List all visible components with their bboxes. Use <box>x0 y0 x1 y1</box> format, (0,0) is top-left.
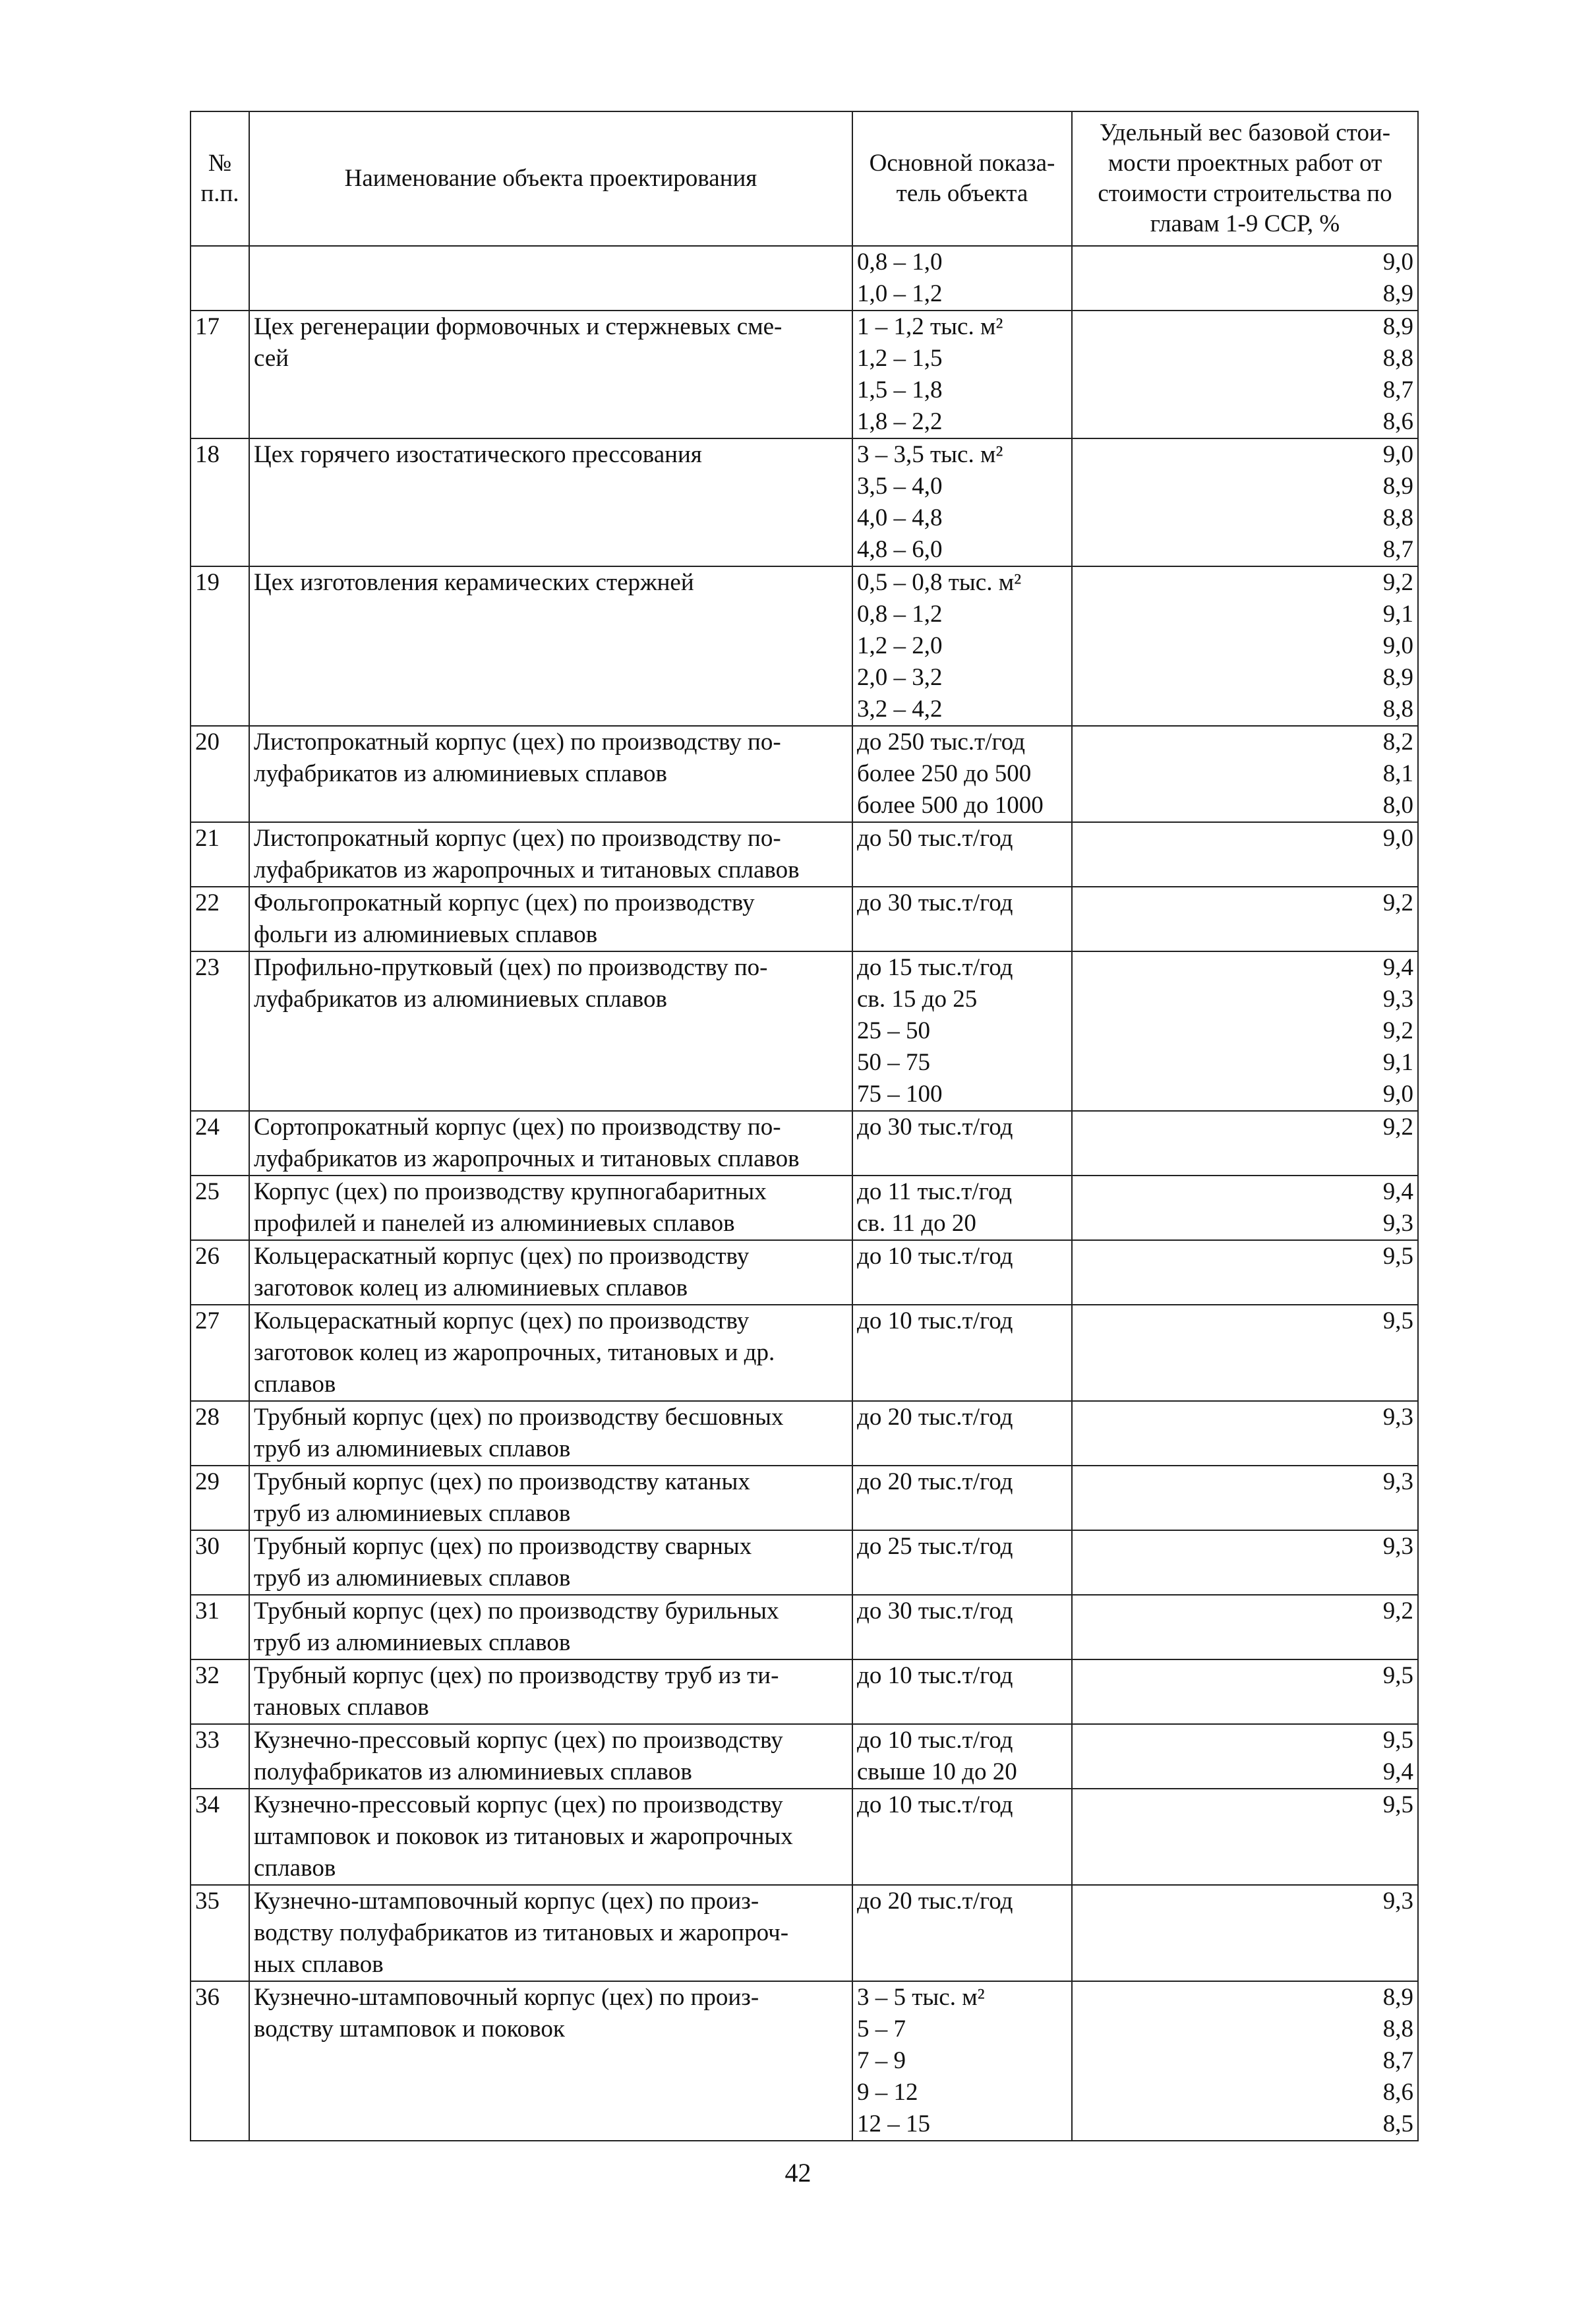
share-value: 9,1 <box>1382 1049 1413 1076</box>
table-row <box>191 1789 1418 1885</box>
indicator-range: до 10 тыс.т/год <box>857 1243 1013 1270</box>
indicator-range: 75 – 100 <box>857 1081 943 1108</box>
share-value: 8,9 <box>1382 1984 1413 2011</box>
row-object-name: Профильно-прутковый (цех) по производству по- луфабрикатов из алюминиевых сплавов <box>249 951 852 1111</box>
share-value: 9,2 <box>1382 889 1413 916</box>
row-indicator-cell <box>852 1240 1072 1305</box>
table-row <box>191 1981 1418 2141</box>
row-number: 25 <box>191 1176 249 1240</box>
row-share-cell <box>1072 1724 1418 1789</box>
row-indicator-cell <box>852 887 1072 951</box>
share-value: 8,7 <box>1382 2047 1413 2074</box>
share-value: 8,8 <box>1382 345 1413 372</box>
indicator-range: до 10 тыс.т/год <box>857 1307 1013 1334</box>
design-cost-table <box>190 111 1419 2141</box>
share-value: 8,9 <box>1382 664 1413 691</box>
share-value: 9,3 <box>1382 986 1413 1013</box>
row-indicator-cell <box>852 1659 1072 1724</box>
row-share-cell <box>1072 311 1418 438</box>
indicator-range: до 10 тыс.т/год <box>857 1662 1013 1689</box>
row-indicator-cell <box>852 1530 1072 1595</box>
row-number: 24 <box>191 1111 249 1176</box>
row-object-name: Кольцераскатный корпус (цех) по производству заготовок колец из алюминиевых сплавов <box>249 1240 852 1305</box>
table-row <box>191 1401 1418 1466</box>
header-number: № п.п. <box>191 111 249 246</box>
indicator-range: свыше 10 до 20 <box>857 1758 1017 1785</box>
row-indicator-cell <box>852 951 1072 1111</box>
row-indicator-cell <box>852 438 1072 566</box>
indicator-range: 1,2 – 1,5 <box>857 345 943 372</box>
row-share-cell <box>1072 951 1418 1111</box>
row-object-name: Кузнечно-прессовый корпус (цех) по производству штамповок и поковок из титановых и жаропрочных сплавов <box>249 1789 852 1885</box>
row-share-cell <box>1072 726 1418 822</box>
row-object-name: Трубный корпус (цех) по производству бесшовных труб из алюминиевых сплавов <box>249 1401 852 1466</box>
share-value: 9,3 <box>1382 1533 1413 1560</box>
table-row <box>191 246 1418 311</box>
indicator-range: до 20 тыс.т/год <box>857 1404 1013 1431</box>
share-value: 9,4 <box>1382 1758 1413 1785</box>
share-value: 8,9 <box>1382 313 1413 340</box>
row-indicator-cell <box>852 1724 1072 1789</box>
row-object-name: Корпус (цех) по производству крупногабаритных профилей и панелей из алюминиевых сплавов <box>249 1176 852 1240</box>
share-value: 9,3 <box>1382 1404 1413 1431</box>
table-row <box>191 1240 1418 1305</box>
share-value: 9,3 <box>1382 1888 1413 1915</box>
row-object-name: Листопрокатный корпус (цех) по производству по- луфабрикатов из алюминиевых сплавов <box>249 726 852 822</box>
header-cost-share: Удельный вес базовой стои- мости проектных работ от стоимости строительства по главам 1-9 ССР, % <box>1072 111 1418 246</box>
header-main-indicator: Основной показа- тель объекта <box>852 111 1072 246</box>
indicator-range: до 25 тыс.т/год <box>857 1533 1013 1560</box>
row-object-name: Кузнечно-штамповочный корпус (цех) по произ- водству штамповок и поковок <box>249 1981 852 2141</box>
row-indicator-cell <box>852 1466 1072 1530</box>
indicator-range: 1 – 1,2 тыс. м² <box>857 313 1003 340</box>
row-share-cell <box>1072 822 1418 887</box>
share-value: 8,8 <box>1382 504 1413 531</box>
share-value: 9,0 <box>1382 632 1413 659</box>
share-value: 9,1 <box>1382 601 1413 628</box>
row-share-cell <box>1072 1659 1418 1724</box>
table-header-row <box>191 111 1418 246</box>
row-number: 29 <box>191 1466 249 1530</box>
row-number: 19 <box>191 566 249 726</box>
row-number: 31 <box>191 1595 249 1659</box>
indicator-range: 5 – 7 <box>857 2015 906 2043</box>
table-row <box>191 566 1418 726</box>
indicator-range: св. 11 до 20 <box>857 1210 976 1237</box>
indicator-range: 4,0 – 4,8 <box>857 504 943 531</box>
row-object-name <box>249 246 852 311</box>
indicator-range: до 20 тыс.т/год <box>857 1468 1013 1495</box>
share-value: 8,8 <box>1382 2015 1413 2043</box>
share-value: 9,3 <box>1382 1210 1413 1237</box>
share-value: 9,4 <box>1382 954 1413 981</box>
row-number: 30 <box>191 1530 249 1595</box>
row-number: 33 <box>191 1724 249 1789</box>
table-row <box>191 1111 1418 1176</box>
indicator-range: 0,8 – 1,0 <box>857 249 943 276</box>
table-row <box>191 1176 1418 1240</box>
row-number: 20 <box>191 726 249 822</box>
row-object-name: Цех горячего изостатического прессования <box>249 438 852 566</box>
indicator-range: до 50 тыс.т/год <box>857 825 1013 852</box>
row-number: 34 <box>191 1789 249 1885</box>
table-row <box>191 951 1418 1111</box>
share-value: 8,1 <box>1382 760 1413 787</box>
row-share-cell <box>1072 1466 1418 1530</box>
row-share-cell <box>1072 1176 1418 1240</box>
row-indicator-cell <box>852 822 1072 887</box>
row-indicator-cell <box>852 1401 1072 1466</box>
indicator-range: 1,0 – 1,2 <box>857 280 943 307</box>
row-object-name: Трубный корпус (цех) по производству катаных труб из алюминиевых сплавов <box>249 1466 852 1530</box>
row-share-cell <box>1072 1885 1418 1981</box>
indicator-range: 1,2 – 2,0 <box>857 632 943 659</box>
share-value: 9,2 <box>1382 1114 1413 1141</box>
indicator-range: до 30 тыс.т/год <box>857 889 1013 916</box>
share-value: 8,9 <box>1382 280 1413 307</box>
indicator-range: св. 15 до 25 <box>857 986 978 1013</box>
row-number <box>191 246 249 311</box>
row-number: 23 <box>191 951 249 1111</box>
row-number: 27 <box>191 1305 249 1401</box>
table-row <box>191 311 1418 438</box>
row-indicator-cell <box>852 1305 1072 1401</box>
indicator-range: 0,5 – 0,8 тыс. м² <box>857 569 1022 596</box>
row-share-cell <box>1072 246 1418 311</box>
table-row <box>191 438 1418 566</box>
row-share-cell <box>1072 887 1418 951</box>
row-number: 21 <box>191 822 249 887</box>
row-indicator-cell <box>852 1885 1072 1981</box>
indicator-range: до 250 тыс.т/год <box>857 729 1025 756</box>
share-value: 8,6 <box>1382 2079 1413 2106</box>
indicator-range: более 500 до 1000 <box>857 792 1044 819</box>
indicator-range: 4,8 – 6,0 <box>857 536 943 563</box>
share-value: 9,0 <box>1382 1081 1413 1108</box>
row-number: 18 <box>191 438 249 566</box>
row-number: 26 <box>191 1240 249 1305</box>
row-share-cell <box>1072 1595 1418 1659</box>
row-object-name: Трубный корпус (цех) по производству сварных труб из алюминиевых сплавов <box>249 1530 852 1595</box>
indicator-range: до 30 тыс.т/год <box>857 1114 1013 1141</box>
share-value: 8,2 <box>1382 729 1413 756</box>
row-share-cell <box>1072 1240 1418 1305</box>
indicator-range: 7 – 9 <box>857 2047 906 2074</box>
table-row <box>191 1595 1418 1659</box>
row-share-cell <box>1072 1981 1418 2141</box>
table-row <box>191 1466 1418 1530</box>
row-share-cell <box>1072 1401 1418 1466</box>
share-value: 9,3 <box>1382 1468 1413 1495</box>
share-value: 9,2 <box>1382 1017 1413 1044</box>
row-indicator-cell <box>852 1111 1072 1176</box>
share-value: 8,7 <box>1382 376 1413 403</box>
row-number: 28 <box>191 1401 249 1466</box>
indicator-range: до 15 тыс.т/год <box>857 954 1013 981</box>
indicator-range: 1,8 – 2,2 <box>857 408 943 435</box>
row-object-name: Кузнечно-прессовый корпус (цех) по производству полуфабрикатов из алюминиевых сплавов <box>249 1724 852 1789</box>
share-value: 9,2 <box>1382 1597 1413 1625</box>
share-value: 9,5 <box>1382 1662 1413 1689</box>
indicator-range: 1,5 – 1,8 <box>857 376 943 403</box>
table-row <box>191 1530 1418 1595</box>
row-number: 36 <box>191 1981 249 2141</box>
row-indicator-cell <box>852 1981 1072 2141</box>
table-row <box>191 1305 1418 1401</box>
row-indicator-cell <box>852 311 1072 438</box>
row-indicator-cell <box>852 1595 1072 1659</box>
indicator-range: до 11 тыс.т/год <box>857 1178 1013 1205</box>
row-object-name: Фольгопрокатный корпус (цех) по производству фольги из алюминиевых сплавов <box>249 887 852 951</box>
table-row <box>191 822 1418 887</box>
share-value: 9,2 <box>1382 569 1413 596</box>
indicator-range: до 30 тыс.т/год <box>857 1597 1013 1625</box>
share-value: 9,0 <box>1382 441 1413 468</box>
indicator-range: более 250 до 500 <box>857 760 1032 787</box>
row-indicator-cell <box>852 1789 1072 1885</box>
row-number: 17 <box>191 311 249 438</box>
indicator-range: 3 – 3,5 тыс. м² <box>857 441 1003 468</box>
row-object-name: Трубный корпус (цех) по производству труб из ти- тановых сплавов <box>249 1659 852 1724</box>
table-row <box>191 1724 1418 1789</box>
row-object-name: Кольцераскатный корпус (цех) по производству заготовок колец из жаропрочных, титановых и др. сплавов <box>249 1305 852 1401</box>
table-row <box>191 1885 1418 1981</box>
table-row <box>191 1659 1418 1724</box>
share-value: 8,6 <box>1382 408 1413 435</box>
indicator-range: до 10 тыс.т/год <box>857 1791 1013 1818</box>
row-object-name: Цех изготовления керамических стержней <box>249 566 852 726</box>
table-row <box>191 887 1418 951</box>
indicator-range: 25 – 50 <box>857 1017 930 1044</box>
table-row <box>191 726 1418 822</box>
share-value: 9,0 <box>1382 825 1413 852</box>
row-share-cell <box>1072 1305 1418 1401</box>
row-share-cell <box>1072 1530 1418 1595</box>
share-value: 8,8 <box>1382 696 1413 723</box>
header-object-name: Наименование объекта проектирования <box>249 111 852 246</box>
indicator-range: 3,2 – 4,2 <box>857 696 943 723</box>
indicator-range: 0,8 – 1,2 <box>857 601 943 628</box>
row-share-cell <box>1072 1789 1418 1885</box>
share-value: 9,4 <box>1382 1178 1413 1205</box>
indicator-range: 12 – 15 <box>857 2110 930 2137</box>
row-share-cell <box>1072 566 1418 726</box>
row-indicator-cell <box>852 1176 1072 1240</box>
indicator-range: 3,5 – 4,0 <box>857 473 943 500</box>
row-number: 35 <box>191 1885 249 1981</box>
row-number: 32 <box>191 1659 249 1724</box>
share-value: 9,5 <box>1382 1243 1413 1270</box>
share-value: 9,5 <box>1382 1791 1413 1818</box>
share-value: 9,5 <box>1382 1307 1413 1334</box>
row-object-name: Сортопрокатный корпус (цех) по производству по- луфабрикатов из жаропрочных и титановых сплавов <box>249 1111 852 1176</box>
row-number: 22 <box>191 887 249 951</box>
row-object-name: Цех регенерации формовочных и стержневых сме- сей <box>249 311 852 438</box>
indicator-range: до 20 тыс.т/год <box>857 1888 1013 1915</box>
indicator-range: 50 – 75 <box>857 1049 930 1076</box>
indicator-range: до 10 тыс.т/год <box>857 1727 1013 1754</box>
share-value: 8,5 <box>1382 2110 1413 2137</box>
indicator-range: 2,0 – 3,2 <box>857 664 943 691</box>
indicator-range: 9 – 12 <box>857 2079 918 2106</box>
row-indicator-cell <box>852 246 1072 311</box>
indicator-range: 3 – 5 тыс. м² <box>857 1984 985 2011</box>
share-value: 9,5 <box>1382 1727 1413 1754</box>
share-value: 8,0 <box>1382 792 1413 819</box>
share-value: 8,9 <box>1382 473 1413 500</box>
row-indicator-cell <box>852 726 1072 822</box>
row-object-name: Трубный корпус (цех) по производству бурильных труб из алюминиевых сплавов <box>249 1595 852 1659</box>
row-object-name: Листопрокатный корпус (цех) по производству по- луфабрикатов из жаропрочных и титановых сплавов <box>249 822 852 887</box>
row-share-cell <box>1072 438 1418 566</box>
page-number: 42 <box>784 2158 812 2188</box>
row-share-cell <box>1072 1111 1418 1176</box>
row-object-name: Кузнечно-штамповочный корпус (цех) по произ- водству полуфабрикатов из титановых и жаропроч- ных сплавов <box>249 1885 852 1981</box>
row-indicator-cell <box>852 566 1072 726</box>
share-value: 9,0 <box>1382 249 1413 276</box>
share-value: 8,7 <box>1382 536 1413 563</box>
